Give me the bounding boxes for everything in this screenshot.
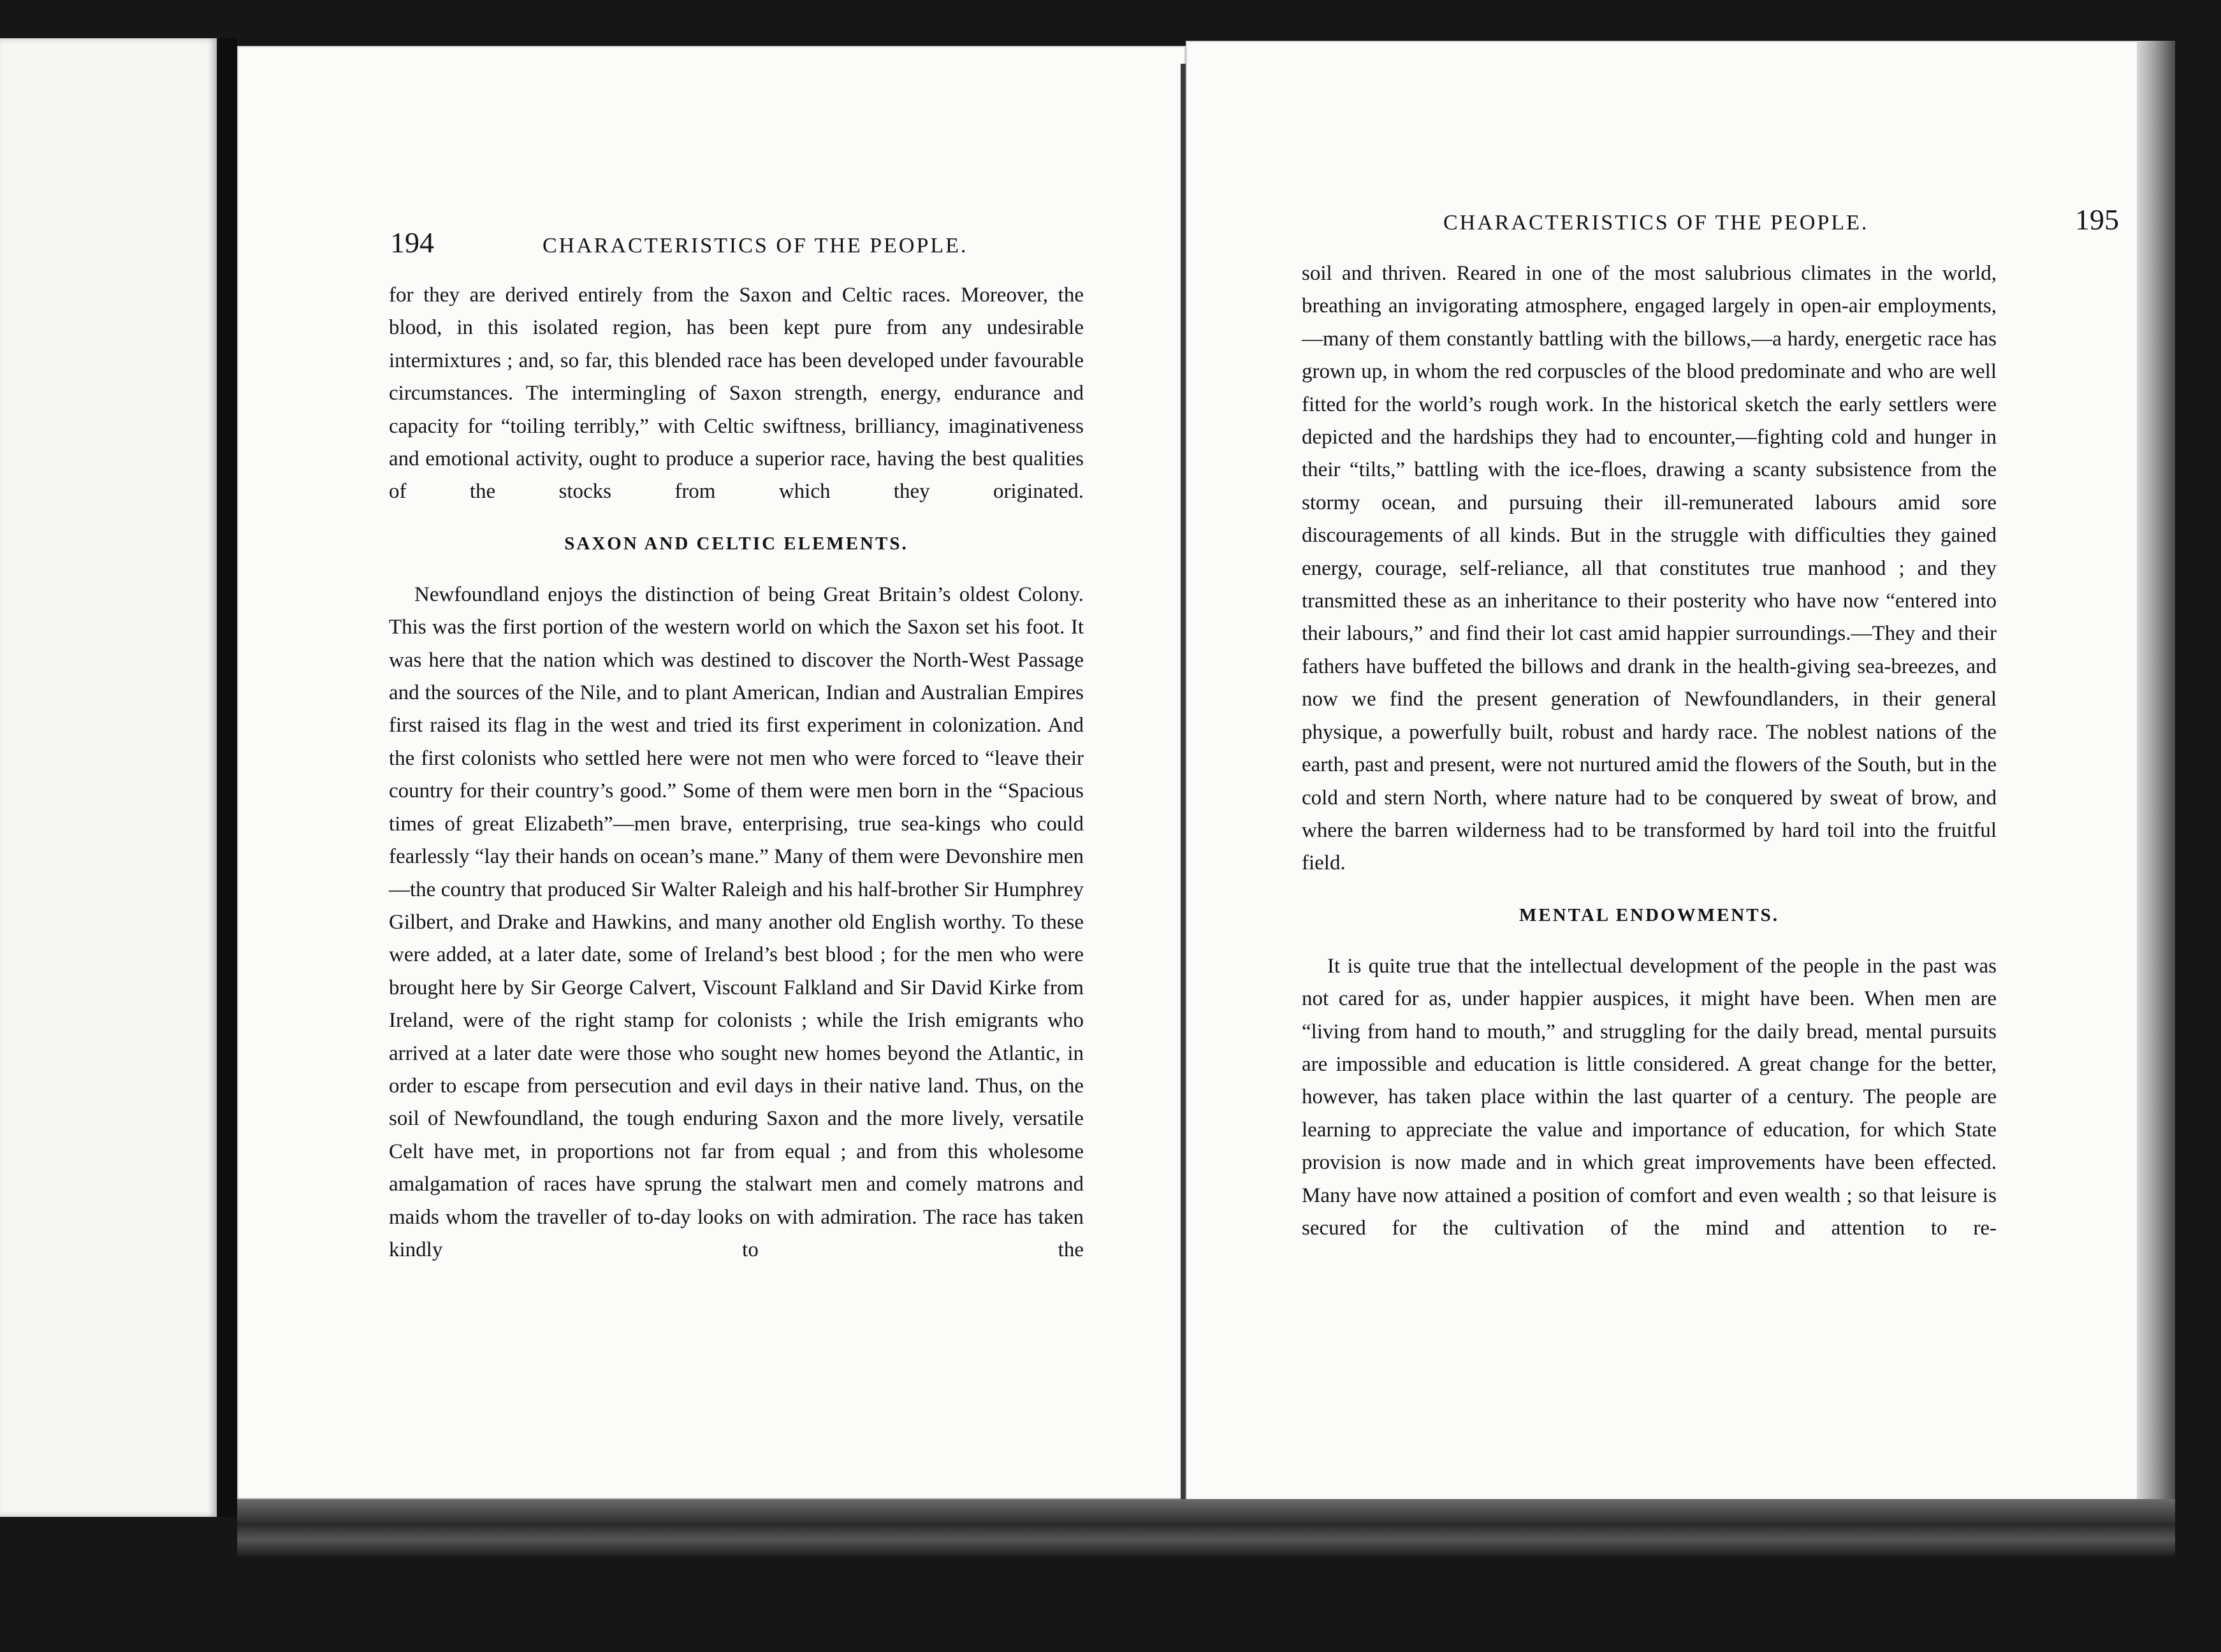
- right-page: [1186, 41, 2175, 1504]
- left-running-title: CHARACTERISTICS OF THE PEOPLE.: [543, 234, 968, 257]
- left-page: [237, 46, 1186, 1499]
- right-intro-paragraph: soil and thriven. Reared in one of the most salubrious climates in the world, breathing an invigorating atmosphere, engaged largely in open-air employments,—many of them constantly battling with the billows,—a hardy, energetic race has grown up, in whom the red corpuscles of the blood predominate and who are well fitted for the world’s rough work. In the historical sketch the early settlers were depicted and the hardships they had to encounter,—fighting cold and hunger in their “tilts,” battling with the ice-floes, drawing a scanty subsistence from the stormy ocean, and pursuing their ill-remunerated labours amid sore discouragements of all kinds. But in the struggle with difficulties they gained energy, courage, self-reliance, all that constitutes true manhood ; and they transmitted these as an inheritance to their posterity who have now “entered into their labours,” and find their lot cast amid happier surroundings.—They and their fathers have buffeted the billows and drank in the health-giving sea-breezes, and now we find the present generation of Newfoundlanders, in their general physique, a powerfully built, robust and hardy race. The noblest nations of the earth, past and present, were not nurtured amid the flowers of the South, but in the cold and stern North, where nature had to be conquered by sweat of brow, and where the barren wilderness had to be transformed by hard toil into the fruitful field.: [1302, 262, 1997, 875]
- right-section-paragraph: It is quite true that the intellectual development of the people in the past was not cared for as, under happier auspices, it might have been. When men are “living from hand to mouth,” and struggling for the daily bread, mental pursuits are impossible and education is little considered. A great change for the better, however, has taken place within the last quarter of a century. The people are learning to appreciate the value and importance of education, for which State provision is now made and in which great improvements have been effected. Many have now attained a position of comfort and even wealth ; so that leisure is secured for the cultivation of the mind and attention to re-: [1302, 954, 1997, 1240]
- previous-page-strip: [0, 38, 217, 1517]
- left-page-number: 194: [390, 226, 434, 259]
- left-section-heading: SAXON AND CELTIC ELEMENTS.: [564, 533, 908, 554]
- scan-bottom-band: [237, 1499, 2175, 1556]
- page-stack-edge: [2137, 41, 2175, 1504]
- right-running-title: CHARACTERISTICS OF THE PEOPLE.: [1443, 211, 1869, 235]
- right-text-column: [1302, 257, 1997, 1245]
- left-section-paragraph: Newfoundland enjoys the distinction of being Great Britain’s oldest Colony. This was the first portion of the western world on which the Saxon set his foot. It was here that the nation which was destined to discover the North-West Passage and the sources of the Nile, and to plant American, Indian and Australian Empires first raised its flag in the west and tried its first experiment in colonization. And the first colonists who settled here were not men who were forced to “leave their country for their country’s good.” Some of them were men born in the “Spacious times of great Elizabeth”—men brave, enterprising, true sea-kings who could fearlessly “lay their hands on ocean’s mane.” Many of them were Devonshire men—the country that produced Sir Walter Raleigh and his half-brother Sir Humphrey Gilbert, and Drake and Hawkins, and many another old English worthy. To these were added, at a later date, some of Ireland’s best blood ; for the men who were brought here by Sir George Calvert, Viscount Falkland and Sir David Kirke from Ireland, were of the right stamp for colonists ; while the Irish emigrants who arrived at a later date were those who sought new homes beyond the Atlantic, in order to escape from persecution and evil days in their native land. Thus, on the soil of Newfoundland, the tough enduring Saxon and the more lively, versatile Celt have met, in proportions not far from equal ; and from this wholesome amalgamation of races have sprung the stalwart men and comely matrons and maids whom the traveller of to-day looks on with admiration. The race has taken kindly to the: [389, 583, 1084, 1261]
- left-intro-paragraph: for they are derived entirely from the Saxon and Celtic races. Moreover, the blood, in this isolated region, has been kept pure from any undesirable intermixtures ; and, so far, this blended race has been developed under favourable circumstances. The intermingling of Saxon strength, energy, endurance and capacity for “toiling terribly,” with Celtic swiftness, brilliancy, imaginativeness and emotional activity, ought to produce a superior race, having the best qualities of the stocks from which they originated.: [389, 284, 1084, 504]
- left-text-column: [389, 279, 1084, 1266]
- right-running-head: [1443, 203, 2119, 236]
- right-page-number: 195: [2075, 203, 2119, 236]
- right-section-heading: MENTAL ENDOWMENTS.: [1519, 904, 1779, 925]
- left-running-head: [390, 226, 1117, 259]
- binding-shadow: [218, 38, 237, 1517]
